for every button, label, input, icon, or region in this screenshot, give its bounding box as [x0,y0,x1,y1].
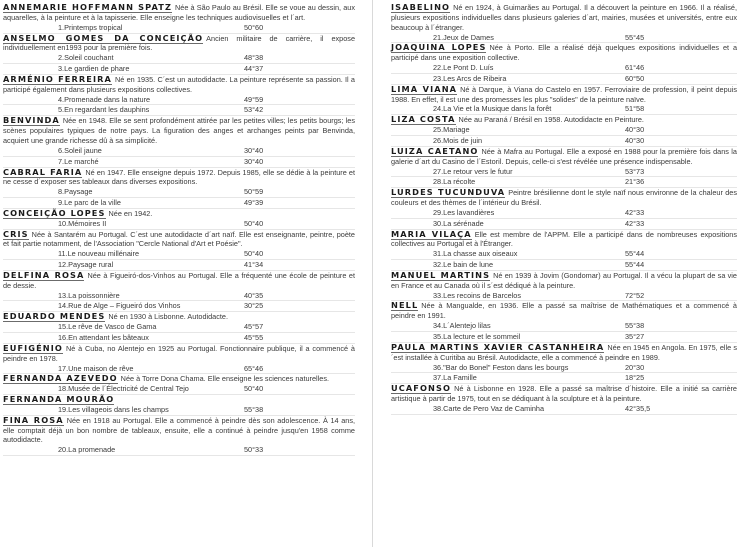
artist-name: PAULA MARTINS XAVIER CASTANHEIRA [391,341,605,352]
artist-bio: Né à Lisbonne en 1928. Elle a passé sa maîtrise d´histoire. Elle a initié sa carrière artistique à partir de 1975, tout en se dédiquant à la sculpture et à la peinture. [391,384,737,404]
artwork-dimensions: 50°40 [244,218,264,228]
artist-name: NELL [391,300,419,311]
artist-entry [3,168,355,209]
artist-entry [391,384,737,415]
artist-bio-paragraph [3,34,355,54]
artist-entry [3,230,355,271]
artist-bio: Née à Figueiró-dos-Vinhos au Portugal. Elle a fréquenté une école de peinture et de dessie. [3,270,355,290]
artwork-dimensions: 55°45 [625,32,645,42]
left-column [3,3,355,456]
artwork-dimensions: 30°40 [244,145,264,155]
artwork-dimensions: 21°36 [625,177,645,187]
artwork-title: 18.Musée de l´Électricité de Central Tejo [58,384,189,394]
artwork-title: 5.En regardant les dauphins [58,105,150,115]
artwork-dimensions: 40°30 [625,135,645,145]
artist-bio-paragraph [391,3,737,33]
artwork-row [391,125,737,136]
artist-bio: Né en 1924, à Guimarães au Portugal. Il a découvert la peinture en 1966. Il a réalisé, plusieurs expositions individuelles dans plusieurs galeries d´art, mairies, musées et universités, entre eux beaucoup à l´étranger. [391,3,737,32]
artwork-dimensions: 53°73 [625,166,645,176]
artwork-row [3,445,355,456]
artwork-row [3,23,355,34]
artwork-dimensions: 42°33 [625,218,645,228]
artist-entry [391,343,737,384]
artwork-dimensions: 61°46 [625,63,645,73]
artist-bio: Née à Porto. Elle a réalisé déjà quelques expositions individuelles et a participé dans une exposition collective. [391,43,738,63]
artist-bio-paragraph [391,43,737,63]
artwork-row [391,321,737,332]
artist-entry [3,395,355,416]
artist-entry [391,230,737,271]
artwork-title: 30.La sérénade [433,218,484,228]
artist-bio: Né en 1930 à Lisbonne. Autodidacte. [108,312,228,322]
artwork-title: 7.Le marché [58,156,99,166]
artist-name: CONCEIÇÃO LOPES [3,207,106,218]
artist-name: ANSELMO GOMES DA CONCEIÇÃO [3,32,204,43]
artwork-title: 1.Printemps tropical [58,22,123,32]
artwork-dimensions: 41°34 [244,260,264,270]
artwork-dimensions: 50°33 [244,445,264,455]
right-column [391,3,737,415]
artist-name: CABRAL FARIA [3,166,83,177]
artist-bio-paragraph [3,271,355,291]
artist-entry [3,209,355,230]
artist-entry [3,416,355,456]
artwork-title: 27.Le retour vers le futur [433,166,513,176]
artwork-dimensions: 50°40 [244,384,264,394]
artwork-dimensions: 53°42 [244,105,264,115]
artist-bio-paragraph [391,147,737,167]
artwork-dimensions: 45°55 [244,333,264,342]
artwork-dimensions: 40°30 [625,125,645,135]
artwork-title: 19.Les villageois dans les champs [58,404,169,414]
artist-bio: Née à Torre Dona Chama. Elle enseigne les sciences naturelles. [120,374,330,384]
artist-entry [391,85,737,116]
artwork-row [391,63,737,74]
artwork-row [3,249,355,260]
artwork-row [3,291,355,302]
artist-bio-paragraph [391,188,737,208]
artwork-title: 36."Bar do Bonel" Feston dans les bourgs [433,362,569,372]
artist-entry [3,116,355,167]
artist-bio: Né à Darque, à Viana do Castelo en 1957. Ferroviaire de profession, il peint depuis 1988. En effet, il est une des promesses les plus "solides" de la peinture naïve. [391,84,737,104]
artwork-row [391,208,737,219]
artwork-title: 28.La récolte [433,177,476,187]
artist-name: ARMÉNIO FERREIRA [3,73,112,84]
artist-entry [391,3,737,43]
artist-name: FERNANDA MOURÃO [3,394,115,405]
artist-name: BENVINDA [3,115,60,126]
artwork-title: 21.Jeux de Dames [433,32,494,42]
artist-name: LUIZA CAETANO [391,145,479,156]
artwork-title: 17.Une maison de rêve [58,363,134,373]
artwork-title: 9.Le parc de la ville [58,198,121,208]
artwork-dimensions: 44°37 [244,64,264,74]
artist-bio: Née à Santarém au Portugal. C´est une autodidacte d´art naïf. Elle est enseignante, peintre, poète et fait partie notamment, de l'Association "Cercle National d'Art et Poésie". [3,229,355,249]
artist-bio-paragraph [391,230,737,250]
artwork-dimensions: 18°25 [625,373,645,383]
artwork-title: 35.La lecture et le sommeil [433,332,521,341]
artist-bio-paragraph [391,301,737,321]
artist-bio-paragraph [3,395,355,405]
artist-bio: Née au Paraná / Brésil en 1958. Autodidacte en Peinture. [458,115,644,125]
artist-bio-paragraph [391,271,737,291]
artwork-dimensions: 30°40 [244,156,264,166]
artist-entry [3,374,355,395]
artist-bio-paragraph [391,343,737,363]
artwork-dimensions: 55°44 [625,249,645,259]
artwork-title: 3.Le gardien de phare [58,64,130,74]
artist-entry [3,3,355,34]
artist-entry [391,271,737,302]
artist-bio-paragraph [3,374,355,384]
artwork-title: 11.Le nouveau millénaire [58,249,139,259]
artwork-dimensions: 55°38 [244,404,264,414]
artist-bio: Née à Mangualde, en 1936. Elle a passé sa maîtrise de Mathématiques et a commencé à peindre en 1991. [391,301,737,321]
artist-bio: Née en 1945 en Angola. En 1975, elle s´est installée à Curitiba au Brésil. Autodidacte, elle a commencé à peindre en 1989. [391,342,737,362]
artist-entry [391,188,737,229]
artist-bio-paragraph [3,230,355,250]
artwork-title: 31.La chasse aux oiseaux [433,249,518,259]
artwork-title: 32.Le bain de lune [433,260,494,270]
artwork-title: 29.Les lavandières [433,207,495,217]
artwork-row [3,95,355,106]
artwork-dimensions: 50°40 [244,249,264,259]
artwork-dimensions: 50°60 [244,22,264,32]
artist-bio: Née à São Paulo au Brésil. Elle se voue au dessin, aux aquarelles, à la peinture et à la tapisserie. Elle enseigne les techniques audiovisuelles et l´art. [3,3,355,22]
artist-bio: Ancien militaire de carrière, il expose individuellement en1993 pour la première fois. [3,33,355,53]
artist-bio-paragraph [3,3,355,23]
artist-entry [3,344,355,375]
artwork-title: 24.La Vie et la Musique dans la forêt [433,104,552,114]
artwork-dimensions: 42°35,5 [625,403,651,413]
artwork-title: 12.Paysage rural [58,260,114,270]
artwork-dimensions: 60°50 [625,73,645,83]
column-divider [372,0,373,547]
artwork-row [3,157,355,168]
artist-bio: Peintre brésilienne dont le style naïf nous environne de la chaleur des couleurs et des thèmes de l´intérieur du Brésil. [391,188,737,208]
artwork-dimensions: 55°44 [625,260,645,270]
artwork-row [3,187,355,198]
artist-name: ISABELINO [391,2,451,12]
artist-name: JOAQUINA LOPES [391,42,487,53]
artist-name: DELFINA ROSA [3,269,85,280]
artwork-dimensions: 72°52 [625,290,645,300]
artwork-dimensions: 35°27 [625,332,645,341]
artwork-row [3,322,355,333]
artist-bio-paragraph [3,75,355,95]
artist-name: EDUARDO MENDES [3,311,106,322]
artwork-dimensions: 45°57 [244,322,264,332]
artist-name: CRIS [3,228,29,239]
artwork-title: 22.Le Pont D. Luís [433,63,494,73]
artwork-title: 26.Mois de juin [433,135,483,145]
artist-bio: Né en 1935. C´est un autodidacte. La peinture représente sa passion. Il a participé également dans plusieurs expositions collectives. [3,74,355,94]
artist-entry [391,115,737,147]
artist-name: FERNANDA AZEVEDO [3,373,118,384]
artist-bio-paragraph [3,312,355,322]
artist-bio: Né en 1939 à Jovim (Gondomar) au Portugal. Il a vécu la plupart de sa vie en France et au Canada où il s´est dédiqué à la peinture. [391,270,737,290]
artist-bio: Née à Mafra au Portugal. Elle a exposé en 1988 pour la première fois dans la galerie d´art du Casino de l´Estoril. Depuis, celle-ci s'est révélée une présence indispensable. [391,146,737,166]
artwork-title: 13.La poissonnière [58,290,120,300]
artwork-row [3,219,355,230]
artist-bio: Née en 1948. Elle se sent profondément attirée par les petites villes; les petits bourgs; les scènes populaires typiques de notre pays. La figuration des anges et archanges peints par Benvinda, acquiert une grande richesse dû à sa simplicité. [3,116,355,145]
artist-name: FINA ROSA [3,414,64,425]
artist-entry [391,301,737,342]
artist-name: ANNEMARIE HOFFMANN SPATZ [3,2,172,12]
artwork-row [391,167,737,178]
artwork-dimensions: 65°46 [244,363,264,373]
artwork-title: 14.Rue de Alge – Figueiró dos Vinhos [58,301,181,311]
artist-name: MARIA VILAÇA [391,228,472,239]
artwork-title: 20.La promenade [58,445,116,455]
artist-name: LIMA VIANA [391,83,458,94]
artwork-dimensions: 51°58 [625,104,645,114]
artwork-dimensions: 42°33 [625,207,645,217]
artist-name: LIZA COSTA [391,114,456,125]
artist-bio: Elle est membre de l'APPM. Elle a participé dans de nombreuses expositions collectives au Portugal et à l'Étranger. [391,229,737,249]
artwork-dimensions: 30°25 [244,301,264,311]
artwork-title: 6.Soleil jaune [58,145,102,155]
artwork-dimensions: 40°35 [244,290,264,300]
artist-bio-paragraph [3,168,355,188]
artwork-dimensions: 48°38 [244,53,264,63]
artist-name: LURDES TUCUNDUVA [391,187,506,198]
artist-entry [391,147,737,188]
artist-bio-paragraph [3,416,355,446]
artwork-title: 25.Mariage [433,125,470,135]
artwork-row [3,53,355,64]
artwork-dimensions: 49°39 [244,198,264,208]
artwork-title: 23.Les Arcs de Ribeira [433,73,507,83]
artist-entry [3,271,355,312]
artist-bio: Née en 1918 au Portugal. Elle a commencé à peindre dès son adolescence. À 14 ans, elle comptait déjà un bon nombre de tableaux, ensuite, elle a continué à peindre jusqu'en 1958 comme autodidacte. [3,415,356,445]
artist-bio: Née en 1942. [108,208,153,218]
artist-bio-paragraph [3,116,355,146]
artist-bio: Né en 1947. Elle enseigne depuis 1972. Depuis 1985, elle se dédie à la peinture et ne cesse d´exposer ses tableaux dans diverses expositions. [3,167,356,187]
artist-bio-paragraph [391,384,737,404]
artist-bio-paragraph [3,209,355,219]
artist-entry [3,312,355,344]
artwork-title: 4.Promenade dans la nature [58,94,151,104]
artist-name: EUFIGÉNIO [3,342,63,353]
artist-bio-paragraph [391,85,737,105]
artwork-title: 16.En attendant les bâteaux [58,333,149,342]
artwork-title: 33.Les recoins de Barcelos [433,290,522,300]
artwork-row [391,363,737,374]
artist-bio-paragraph [391,115,737,125]
artwork-title: 2.Soleil couchant [58,53,114,63]
artwork-title: 37.La Famille [433,373,477,383]
artist-entry [391,43,737,84]
artwork-dimensions: 20°30 [625,362,645,372]
artwork-row [391,404,737,415]
artwork-row [391,291,737,302]
artwork-title: 38.Carte de Pero Vaz de Caminha [433,403,545,413]
artwork-row [3,146,355,157]
artwork-title: 10.Mémoires II [58,218,107,228]
artwork-title: 8.Paysage [58,187,93,197]
artwork-row [391,219,737,230]
artwork-dimensions: 55°38 [625,321,645,331]
artist-bio-paragraph [3,344,355,364]
artwork-title: 15.Le rêve de Vasco de Gama [58,322,157,332]
artist-name: UCAFONSO [391,383,452,394]
artist-bio: Né à Cuba, no Alentejo en 1925 au Portugal. Fonctionnaire publique, il a commencé à peindre en 1978. [3,343,355,363]
artist-entry [3,75,355,116]
artist-name: MANUEL MARTINS [391,269,491,280]
artwork-dimensions: 50°59 [244,187,264,197]
artwork-dimensions: 49°59 [244,94,264,104]
artist-entry [3,34,355,75]
artwork-title: 34.L´Alentejo lilas [433,321,491,331]
artwork-row [391,249,737,260]
